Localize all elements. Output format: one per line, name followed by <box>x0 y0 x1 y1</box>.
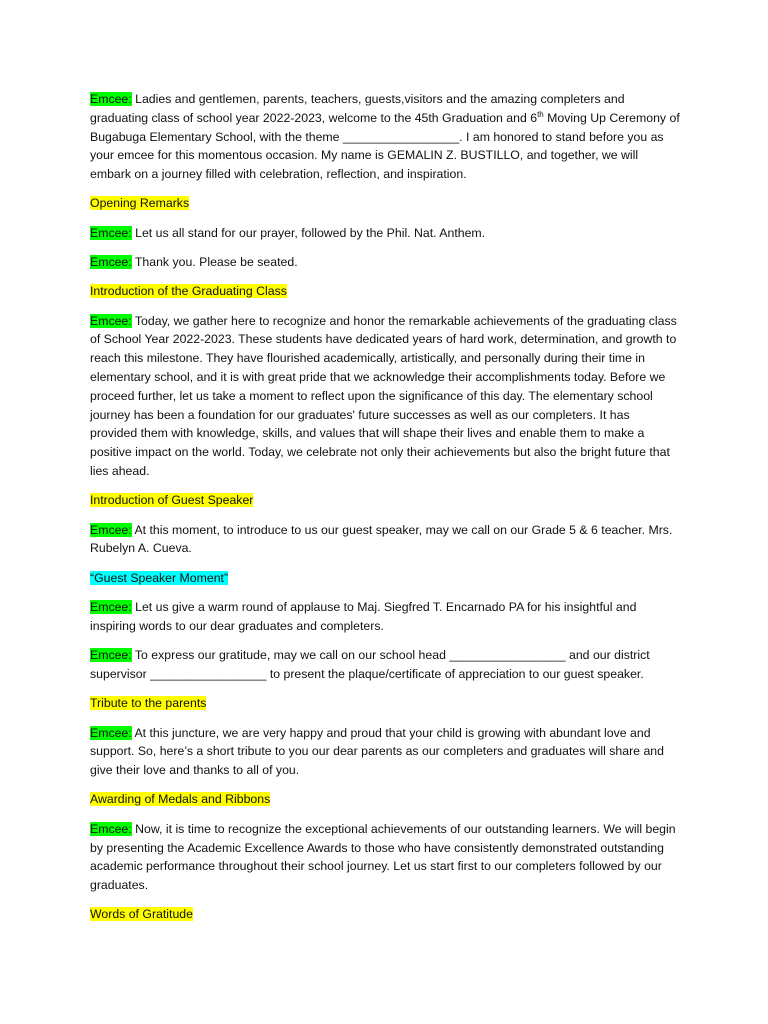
paragraph-text: At this moment, to introduce to us our guest speaker, may we call on our Grade 5 & 6 teacher. Mrs. Rubelyn A. Cueva. <box>90 522 673 556</box>
heading-text: Awarding of Medals and Ribbons <box>90 792 271 807</box>
emcee-label: Emcee: <box>90 600 132 615</box>
paragraph-text: Let us give a warm round of applause to Maj. Siegfred T. Encarnado PA for his insightful and inspiring words to our dear graduates and completers. <box>90 600 637 633</box>
section-heading-graduating-class <box>90 282 680 301</box>
emcee-label: Emcee: <box>90 821 132 836</box>
section-heading-tribute-parents <box>90 694 680 713</box>
section-heading-awarding <box>90 790 680 809</box>
paragraph-text: Let us all stand for our prayer, followed by the Phil. Nat. Anthem. <box>135 225 486 240</box>
paragraph-text: To express our gratitude, may we call on our school head _________________ and our district supervisor _________________ to present the plaque/certificate of appreciation to our guest speaker. <box>90 648 650 681</box>
section-heading-opening-remarks <box>90 194 680 213</box>
paragraph-text: At this juncture, we are very happy and proud that your child is growing with abundant love and support. So, here’s a short tribute to you our dear parents as our completers and graduates will share and give their love and thanks to all of you. <box>90 725 664 778</box>
emcee-paragraph-seated <box>90 253 680 272</box>
emcee-paragraph-introduce-speaker <box>90 521 680 559</box>
emcee-label: Emcee: <box>90 725 132 740</box>
paragraph-text: Thank you. Please be seated. <box>134 255 298 270</box>
section-heading-guest-speaker <box>90 491 680 510</box>
paragraph-text: Ladies and gentlemen, parents, teachers, guests,visitors and the amazing completers and graduating class of school year 2022-2023, welcome to the 45th Graduation and 6 <box>90 92 625 125</box>
paragraph-text: Today, we gather here to recognize and honor the remarkable achievements of the graduating class of School Year 2022-2023. These students have dedicated years of hard work, determination, and growth to reach this milestone. They have flourished academically, artistically, and personally during their time in elementary school, and it is with great pride that we acknowledge their accomplishments today. Before we proceed further, let us take a moment to reflect upon the significance of this day. The elementary school journey has been a foundation for our graduates' future successes as well as our completers. It has provided them with knowledge, skills, and values that will shape their lives and enable them to make a positive impact on the world. Today, we celebrate not only their achievements but also the bright future that lies ahead. <box>90 313 677 479</box>
heading-text: Opening Remarks <box>90 196 190 211</box>
emcee-paragraph-graduating-class <box>90 312 680 481</box>
section-heading-guest-speaker-moment <box>90 569 680 588</box>
emcee-label: Emcee: <box>90 225 132 240</box>
heading-text: Introduction of Guest Speaker <box>90 493 254 508</box>
emcee-paragraph-tribute <box>90 724 680 780</box>
emcee-label: Emcee: <box>90 92 132 106</box>
emcee-label: Emcee: <box>90 522 132 537</box>
emcee-paragraph-awarding <box>90 820 680 895</box>
heading-text: “Guest Speaker Moment” <box>90 570 229 585</box>
ordinal-suffix: th <box>537 109 544 119</box>
section-heading-words-of-gratitude <box>90 905 680 924</box>
paragraph-text-continued: Moving Up Ceremony of Bugabuga Elementary School, with the theme _________________. I am honored to stand before you as your emcee for this momentous occasion. My name is GEMALIN Z. BUSTILLO, and together, we will embark on a journey filled with celebration, reflection, and inspiration. <box>90 110 680 182</box>
heading-text: Tribute to the parents <box>90 696 207 711</box>
heading-text: Introduction of the Graduating Class <box>90 284 287 299</box>
heading-text: Words of Gratitude <box>90 907 193 922</box>
paragraph-text: Now, it is time to recognize the exceptional achievements of our outstanding learners. We will begin by presenting the Academic Excellence Awards to those who have consistently demonstrated outstanding academic performance throughout their school journey. Let us start first to our completers followed by our graduates. <box>90 821 676 893</box>
emcee-paragraph-prayer <box>90 224 680 243</box>
emcee-paragraph-welcome <box>90 90 680 184</box>
emcee-label: Emcee: <box>90 313 132 328</box>
emcee-paragraph-applause <box>90 598 680 636</box>
emcee-paragraph-gratitude-plaque <box>90 646 680 684</box>
emcee-label: Emcee: <box>90 648 132 663</box>
emcee-label: Emcee: <box>90 255 132 270</box>
